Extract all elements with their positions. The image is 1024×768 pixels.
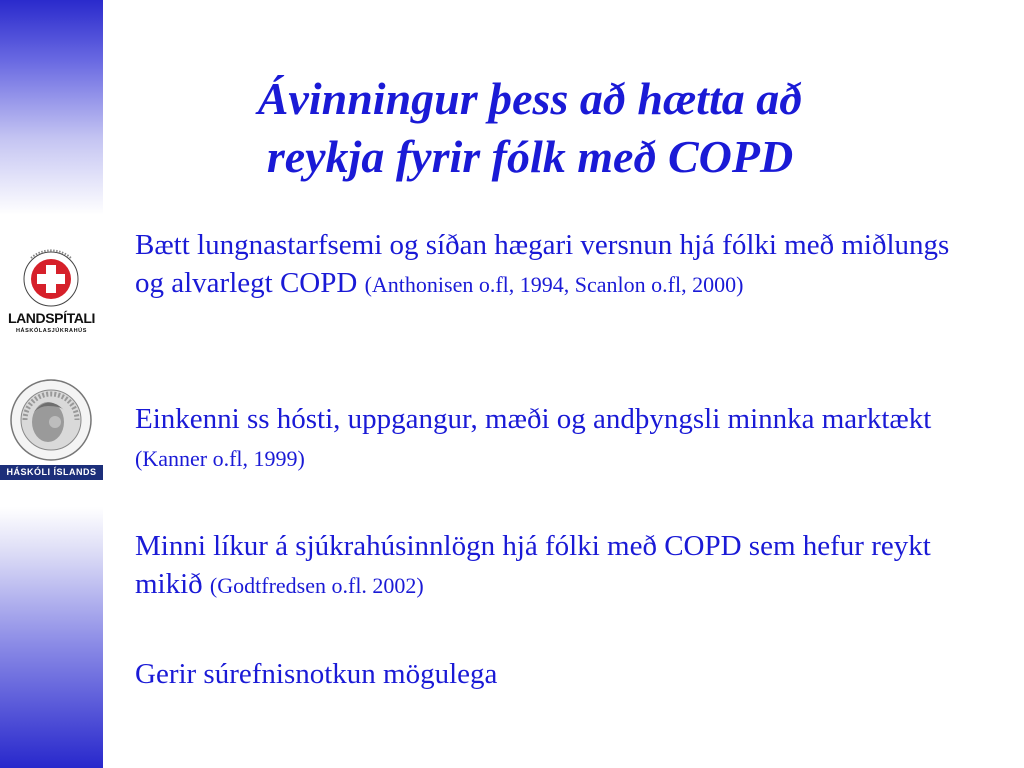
landspitali-logo xyxy=(0,248,103,344)
slide-title xyxy=(150,70,910,186)
university-seal-icon xyxy=(0,376,103,464)
bullet-item xyxy=(135,400,955,527)
bullet-citation: (Kanner o.fl, 1999) xyxy=(135,446,305,471)
bullet-text: Gerir súrefnisnotkun mögulega xyxy=(135,658,498,690)
bullet-item xyxy=(135,226,955,400)
bullet-citation: (Godtfredsen o.fl. 2002) xyxy=(209,573,424,598)
bullet-text: Bætt lungnastarfsemi og síðan hægari versnun hjá fólki með miðlungs og alvarlegt COPD xyxy=(135,229,950,299)
haskoli-islands-logo xyxy=(0,376,103,482)
bullet-list xyxy=(135,226,955,693)
haskoli-islands-label: HÁSKÓLI ÍSLANDS xyxy=(0,465,103,480)
title-line: Ávinningur þess að hætta að xyxy=(257,73,803,124)
title-line: reykja fyrir fólk með COPD xyxy=(266,131,794,182)
landspitali-emblem-icon xyxy=(0,248,103,310)
bullet-citation: (Anthonisen o.fl, 1994, Scanlon o.fl, 2000) xyxy=(364,272,744,297)
bullet-text: Minni líkur á sjúkrahúsinnlögn hjá fólki með COPD sem hefur reykt mikið xyxy=(135,530,931,600)
bullet-item xyxy=(135,655,955,693)
landspitali-name: LANDSPÍTALI xyxy=(7,310,96,326)
bullet-text: Einkenni ss hósti, uppgangur, mæði og andþyngsli minnka marktækt xyxy=(135,403,932,435)
bullet-item xyxy=(135,527,955,655)
landspitali-subtitle: HÁSKÓLASJÚKRAHÚS xyxy=(15,328,88,334)
